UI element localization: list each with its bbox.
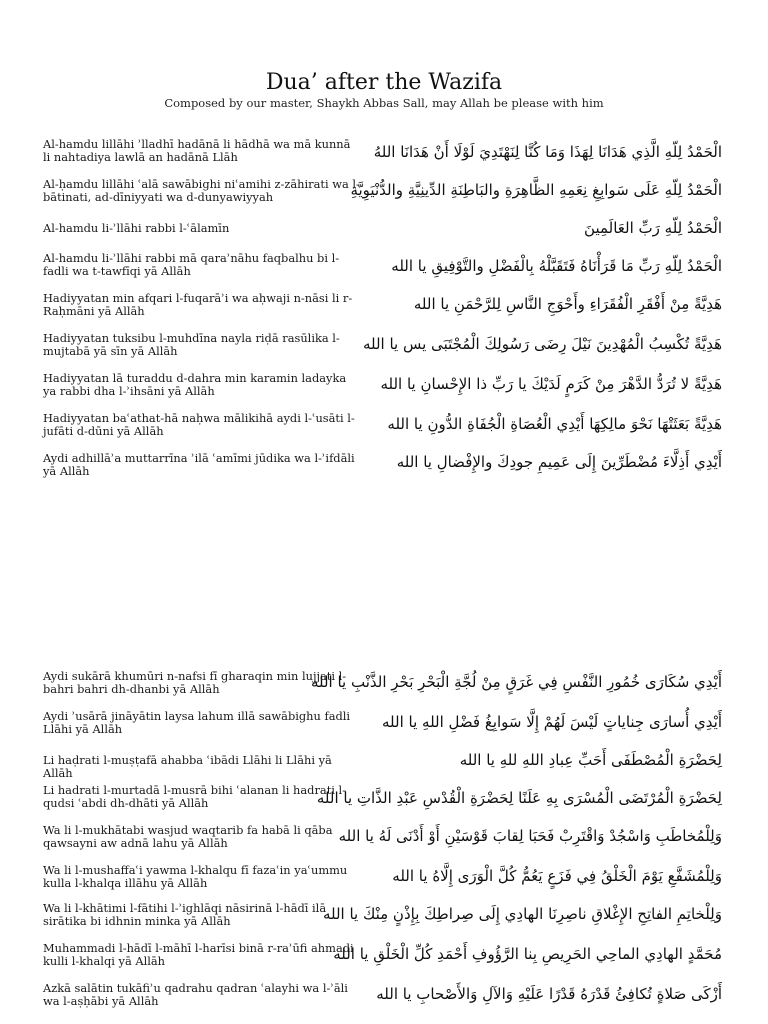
transliteration: Li haḍrati l-muṣṭafā ahabba ʿibādi Llāhi li Llāhi yā Allāh	[43, 753, 332, 780]
arabic-text: أَيْدِي أَذِلَّاءَ مُضْطَرِّينَ إِلَى عَمِيمِ جودِكَ والإِفْضالِ يا الله	[396, 453, 722, 471]
arabic-text: أَيْدِي سُكَارَى خُمُورِ النَّفْسِ فِي غَرَقٍ مِنْ لُجَّةِ الْبَحْرِ بَحْرِ الذَّنْبِ يا الله	[310, 673, 722, 691]
transliteration: Hadiyyatan lā turaddu d-dahra min karamin ladayka ya rabbi dha l-ʾihsāni yā Allāh	[43, 371, 347, 398]
arabic-text: أَيْدِي أُسارَى جِناياتٍ لَيْسَ لَهُمْ إِلَّا سَوابِغُ فَضْلِ اللهِ يا الله	[382, 713, 722, 731]
arabic-text: هَدِيَّةً بَعَثَتْهَا نَحْوَ مالِكِهَا أَيْدِي الْعُصَاةِ الْجُفَاةِ الدُّونِ يا الله	[387, 415, 722, 433]
transliteration: Al-hamdu li-ʾllāhi rabbi l-ʿālamīn	[43, 221, 230, 235]
arabic-text: وَلِلْمُشَفَّعِ يَوْمَ الْخَلْقُ فِي فَزَعٍ يَعُمُّ كُلَّ الْوَرَى إِلَّاهُ يا الله	[392, 867, 722, 885]
page-title: Dua’ after the Wazifa	[265, 70, 503, 95]
transliteration: Wa li l-mushaffaʿi yawma l-khalqu fī fazaʿin yaʿummu kulla l-khalqa illāhu yā Allāh	[43, 863, 348, 890]
transliteration: Aydi sukārā khumūri n-nafsi fī gharaqin min lujjati l-bahri bahri dh-dhanbi yā Allāh	[43, 669, 347, 696]
arabic-text: لِحَضْرَةِ الْمُصْطَفَى أَحَبِّ عِبادِ اللهِ للهِ يا الله	[459, 751, 722, 769]
transliteration: Aydi adhillāʾa muttarrīna ʾilā ʿamīmi jūdika wa l-ʾifdāli yā Allāh	[43, 451, 355, 478]
transliteration: Azkā salātin tukāfiʾu qadrahu qadran ʿalayhi wa l-ʾāli wa l-aṣḥābi yā Allāh	[43, 981, 348, 1008]
arabic-text: أَزْكَى صَلاةٍ تُكافِئُ قَدْرَهُ قَدْرًا عَلَيْهِ وَالآلِ وَالأَصْحابِ يا الله	[376, 985, 722, 1003]
transliteration: Al-hamdu lillāhi ʾlladhī hadānā li hādhā wa mā kunnā li nahtadiya lawlā an hadānā Llāh	[43, 137, 351, 164]
transliteration: Wa li l-khātimi l-fātihi l-ʾighlāqi nāsirinā l-hādī ilā sirātika bi idhnin minka yā Allāh	[43, 901, 327, 928]
transliteration: Aydi ʾusārā jināyātin laysa lahum illā sawābighu fadli Llāhi yā Allāh	[43, 709, 351, 736]
arabic-text: وَلِلْخاتِمِ الفاتِحِ الإِغْلاقِ ناصِرِنَا الهادِي إِلَى صِراطِكَ بِإِذْنٍ مِنْكَ يا الله	[322, 905, 722, 923]
transliteration: Hadiyyatan baʿathat-hā naḥwa mālikihā aydi l-ʿusāti l-jufāti d-dūni yā Allāh	[43, 411, 355, 438]
arabic-text: لِحَضْرَةِ الْمُرْتَضَى الْمُسْرَى بِهِ عَلَنًا لِحَضْرَةِ الْقُدْسِ عَبْدِ الذَّاتِ يا الله	[316, 789, 722, 807]
arabic-text: مُحَمَّدٍ الهادِي الماحِي الحَرِيصِ بِنا الرَّؤُوفِ أَحْمَدِ كُلِّ الْخَلْقِ يا الله	[333, 945, 722, 963]
transliteration: Hadiyyatan min afqari l-fuqarāʾi wa aḥwaji n-nāsi li r-Raḥmāni yā Allāh	[43, 291, 353, 318]
transliteration: Al-ḥamdu lillāhi ʿalā sawābighi niʿamihi z-zāhirati wa l-bātinati, ad-dīniyyati wa d-dunyawiyyah	[43, 177, 360, 204]
arabic-text: هَدِيَّةً لا تُرَدُّ الدَّهْرَ مِنْ كَرَمٍ لَدَيْكَ يا رَبِّ ذا الإِحْسانِ يا الله	[380, 375, 722, 393]
arabic-text: الْحَمْدُ لِلّهِ رَبِّ العَالَمِينَ	[584, 219, 722, 237]
transliteration: Al-hamdu li-ʾllāhi rabbi mā qaraʾnāhu faqbalhu bi l-fadli wa t-tawfīqi yā Allāh	[43, 251, 340, 278]
transliteration: Li hadrati l-murtadā l-musrā bihi ʿalanan li hadrati l-qudsi ʿabdi dh-dhāti yā Allāh	[43, 783, 347, 810]
arabic-text: الْحَمْدُ لِلّهِ رَبِّ مَا قَرَأْنَاهُ فَتَقَبَّلْهُ بِالْفَضْلِ والتَّوْفِيقِ يا الله	[391, 257, 722, 275]
transliteration: Wa li l-mukhātabi wasjud waqtarib fa habā li qāba qawsayni aw adnā lahu yā Allāh	[43, 823, 333, 850]
arabic-text: هَدِيَّةً تُكْسِبُ الْمُهْدِينَ نَيْلَ رِضَى رَسُولِكَ الْمُجْتَبَى يس يا الله	[362, 335, 722, 353]
arabic-text: الْحَمْدُ لِلّهِ الَّذِي هَدَانَا لِهَذَا وَمَا كُنَّا لِنَهْتَدِيَ لَوْلَا أَنْ هَدَانَا اللهُ	[373, 143, 722, 161]
arabic-text: وَلِلْمُخاطَبِ وَاسْجُدْ وَاقْتَرِبْ فَحَبَا لِقابَ قَوْسَيْنِ أَوْ أَدْنَى لَهُ يا الله	[338, 827, 722, 845]
page-subtitle: Composed by our master, Shaykh Abbas Sall, may Allah be please with him	[164, 96, 604, 110]
arabic-text: هَدِيَّةً مِنْ أَفْقَرِ الْفُقَرَاءِ وأَحْوَجِ النَّاسِ لِلرَّحْمَنِ يا الله	[413, 295, 722, 313]
arabic-text: الْحَمْدُ لِلّهِ عَلَى سَوابِغِ نِعَمِهِ الظَّاهِرَةِ والبَاطِنَةِ الدِّينِيَّةِ والدُّنْيَوِيَّةِ	[350, 181, 722, 199]
transliteration: Hadiyyatan tuksibu l-muhdīna nayla riḍā rasūlika l-mujtabā yā sīn yā Allāh	[43, 331, 340, 358]
transliteration: Muhammadi l-hādī l-māhī l-harīsi binā r-raʾūfi ahmadi kulli l-khalqi yā Allāh	[43, 941, 354, 968]
